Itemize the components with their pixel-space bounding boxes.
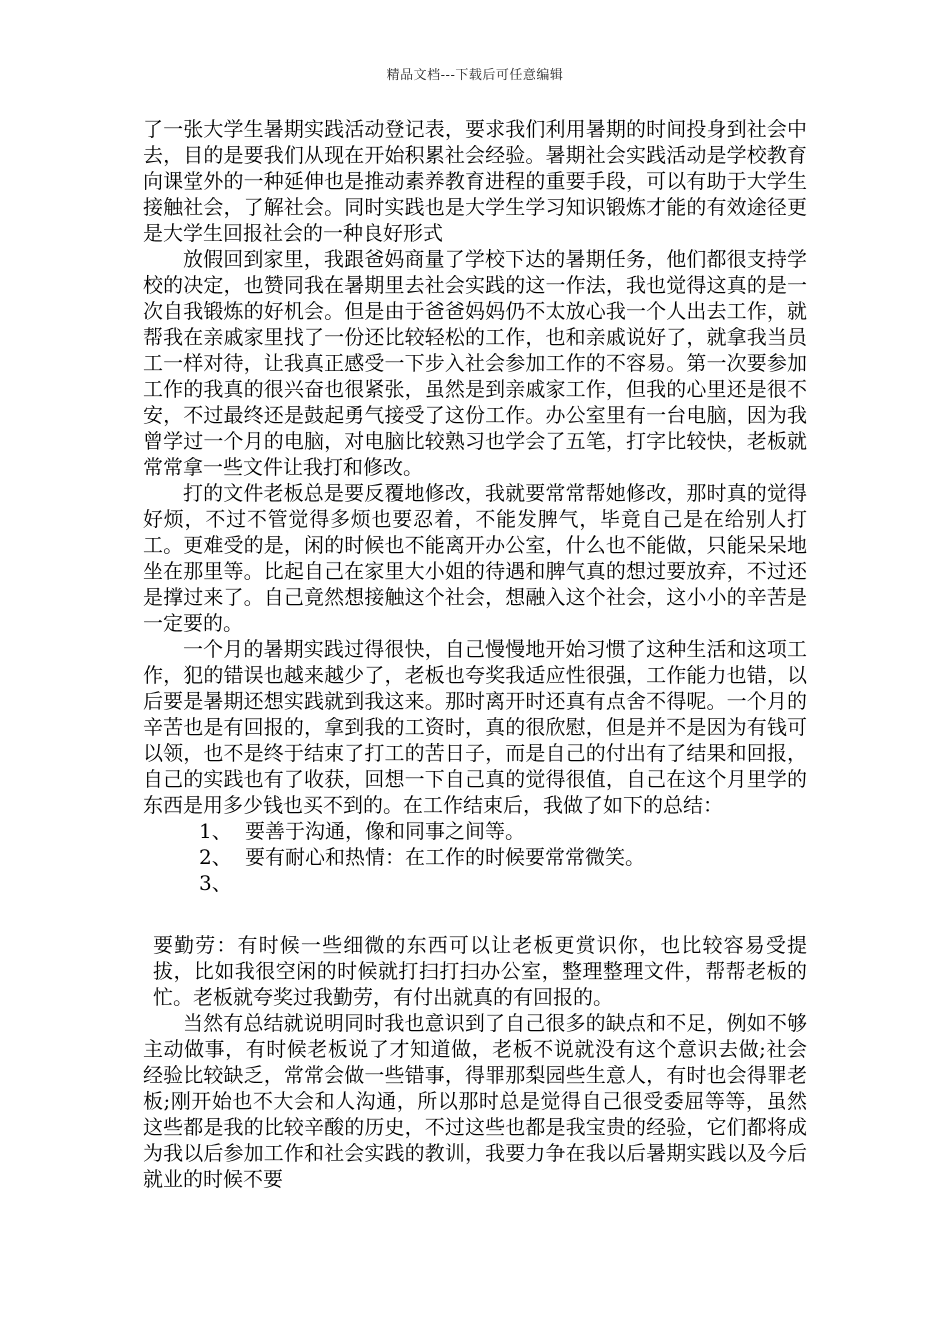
paragraph-6: 当然有总结就说明同时我也意识到了自己很多的缺点和不足，例如不够主动做事，有时候老板说了才知道做，老板不说就没有这个意识去做;社会经验比较缺乏，常常会做一些错事，得罪那梨园些生意人，有时也会得罪老板;刚开始也不大会和人沟通，所以那时总是觉得自己很受委屈等等，虽然这些都是我的比较辛酸的历史，不过这些也都是我宝贵的经验，它们都将成为我以后参加工作和社会实践的教训，我要力争在我以后暑期实践以及今后就业的时候不要 [143,1011,807,1191]
list-text: 要有耐心和热情：在工作的时候要常常微笑。 [245,845,645,869]
list-number: 1、 [199,819,232,843]
list-text: 要善于沟通，像和同事之间等。 [245,819,525,843]
paragraph-2: 放假回到家里，我跟爸妈商量了学校下达的暑期任务，他们都很支持学校的决定，也赞同我在暑期里去社会实践的这一作法，我也觉得这真的是一次自我锻炼的好机会。但是由于爸爸妈妈仍不太放心我一个人出去工作，就帮我在亲戚家里找了一份还比较轻松的工作，也和亲戚说好了，就拿我当员工一样对待，让我真正感受一下步入社会参加工作的不容易。第一次要参加工作的我真的很兴奋也很紧张，虽然是到亲戚家工作，但我的心里还是很不安，不过最终还是鼓起勇气接受了这份工作。办公室里有一台电脑，因为我曾学过一个月的电脑，对电脑比较熟习也学会了五笔，打字比较快，老板就常常拿一些文件让我打和修改。 [143,247,807,479]
document-body [143,116,807,1192]
summary-list-item [143,844,807,870]
blank-gap [143,896,807,932]
paragraph-3: 打的文件老板总是要反覆地修改，我就要常常帮她修改，那时真的觉得好烦，不过不管觉得多烦也要忍着，不能发脾气，毕竟自己是在给别人打工。更难受的是，闲的时候也不能离开办公室，什么也不能做，只能呆呆地坐在那里等。比起自己在家里大小姐的待遇和脾气真的想过要放弃，不过还是撑过来了。自己竟然想接触这个社会，想融入这个社会，这小小的辛苦是一定要的。 [143,481,807,635]
page-header: 精品文档---下载后可任意编辑 [386,68,564,83]
list-number: 2、 [199,845,232,869]
paragraph-5: 要勤劳：有时候一些细微的东西可以让老板更赏识你，也比较容易受提拔，比如我很空闲的时候就打扫打扫办公室，整理整理文件，帮帮老板的忙。老板就夸奖过我勤劳，有付出就真的有回报的。 [153,933,807,1009]
summary-list-item [143,870,807,896]
list-number: 3、 [199,871,232,895]
paragraph-1: 了一张大学生暑期实践活动登记表，要求我们利用暑期的时间投身到社会中去，目的是要我们从现在开始积累社会经验。暑期社会实践活动是学校教育向课堂外的一种延伸也是推动素养教育进程的重要手段，可以有助于大学生接触社会，了解社会。同时实践也是大学生学习知识锻炼才能的有效途径更是大学生回报社会的一种良好形式 [143,117,807,245]
paragraph-4: 一个月的暑期实践过得很快，自己慢慢地开始习惯了这种生活和这项工作，犯的错误也越来越少了，老板也夸奖我适应性很强，工作能力也错，以后要是暑期还想实践就到我这来。那时离开时还真有点舍不得呢。一个月的辛苦也是有回报的，拿到我的工资时，真的很欣慰，但是并不是因为有钱可以领，也不是终于结束了打工的苦日子，而是自己的付出有了结果和回报，自己的实践也有了收获，回想一下自己真的觉得很值，自己在这个月里学的东西是用多少钱也买不到的。在工作结束后，我做了如下的总结： [143,637,807,817]
summary-list-item [143,818,807,844]
